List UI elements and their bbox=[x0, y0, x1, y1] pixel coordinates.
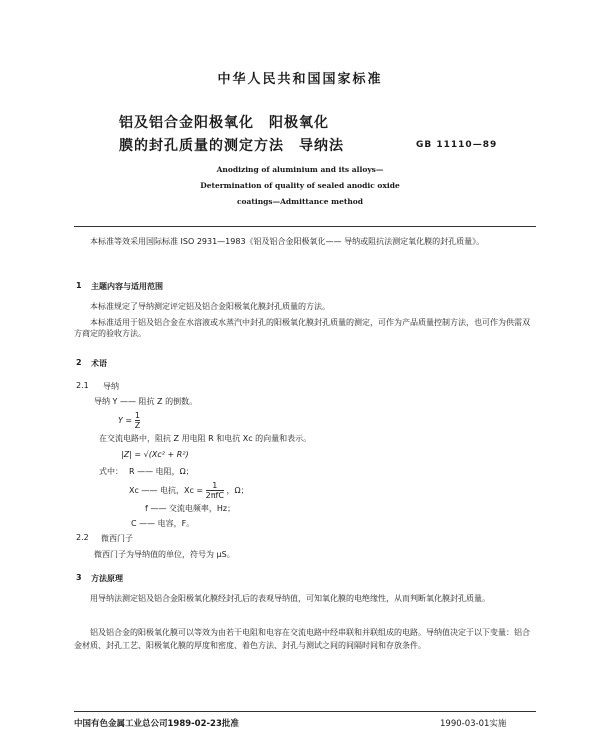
reactance-fraction bbox=[206, 481, 224, 500]
section-1-para-2: 本标准适用于铝及铝合金在水溶液或水蒸汽中封孔的阳极氧化膜封孔质量的测定，可作为产品质量控制方法，也可作为供需双方商定的验收方法。 bbox=[74, 318, 530, 338]
subsection-2-2-number: 2.2 bbox=[76, 533, 89, 542]
formula-admittance bbox=[118, 411, 140, 430]
where-resistance: R —— 电阻，Ω； bbox=[129, 467, 194, 476]
section-3-para-1: 用导纳法测定铝及铝合金阳极氧化膜经封孔后的表观导纳值，可知氧化膜的电绝缘性，从而判断氧化膜封孔质量。 bbox=[90, 594, 490, 603]
standard-number: GB 11110—89 bbox=[416, 140, 498, 150]
admittance-definition: 导纳 Y —— 阻抗 Z 的倒数。 bbox=[94, 397, 198, 406]
formula-impedance: |Z| = √(Xc² + R²) bbox=[121, 450, 189, 459]
footer-divider bbox=[74, 711, 536, 712]
section-2-number: 2 bbox=[76, 358, 82, 367]
title-line-2: 膜的封孔质量的测定方法 导纳法 bbox=[119, 138, 344, 154]
header-divider bbox=[74, 226, 536, 227]
where-capacitance: C —— 电容，F。 bbox=[131, 519, 195, 528]
section-3-para-2: 铝及铝合金的阳极氧化膜可以等效为由若干电阻和电容在交流电路中经串联和并联组成的电路。导纳值决定于以下变量：铝合金材质、封孔工艺、阳极氧化膜的厚度和密度、着色方法、封孔与测试之间的间隔时间和存放条件。 bbox=[74, 628, 530, 650]
subsection-2-2-term: 微西门子 bbox=[101, 534, 133, 543]
formula-1-denominator: Z bbox=[134, 421, 141, 430]
where-reactance bbox=[129, 481, 249, 500]
section-2-heading: 术语 bbox=[91, 359, 107, 368]
section-1-number: 1 bbox=[76, 281, 82, 290]
where-frequency: f —— 交流电频率，Hz； bbox=[145, 504, 236, 513]
reactance-denominator: 2πfC bbox=[205, 491, 224, 500]
where-reactance-text: Xc —— 电抗，Xc = bbox=[129, 486, 204, 495]
reactance-unit: ，Ω； bbox=[226, 486, 249, 495]
section-1-heading: 主题内容与适用范围 bbox=[91, 282, 163, 291]
formula-1-numerator: 1 bbox=[134, 411, 140, 420]
formula-1-lhs: Y = bbox=[118, 416, 133, 425]
where-label: 式中： bbox=[99, 467, 123, 476]
english-title-line-1: Anodizing of aluminium and its alloys— bbox=[216, 165, 384, 174]
formula-1-fraction bbox=[135, 411, 140, 430]
section-3-number: 3 bbox=[76, 573, 82, 582]
english-title-line-2: Determination of quality of sealed anodic oxide bbox=[200, 181, 400, 190]
approval-date: 中国有色金属工业总公司1989-02-23批准 bbox=[74, 719, 239, 729]
subsection-2-1-number: 2.1 bbox=[76, 381, 89, 390]
microsiemens-definition: 微西门子为导纳值的单位，符号为 μS。 bbox=[94, 550, 235, 559]
section-1-para-1: 本标准规定了导纳测定评定铝及铝合金阳极氧化膜封孔质量的方法。 bbox=[90, 302, 330, 311]
subsection-2-1-term: 导纳 bbox=[103, 382, 119, 391]
implementation-date: 1990-03-01实施 bbox=[440, 719, 507, 729]
national-standard-heading: 中华人民共和国国家标准 bbox=[217, 72, 383, 87]
intro-paragraph: 本标准等效采用国际标准 ISO 2931—1983《铝及铝合金阳极氧化—— 导纳或阻抗法测定氧化膜的封孔质量》。 bbox=[90, 237, 485, 246]
reactance-numerator: 1 bbox=[212, 481, 218, 490]
english-title-line-3: coatings—Admittance method bbox=[236, 197, 364, 206]
title-line-1: 铝及铝合金阳极氧化 阳极氧化 bbox=[119, 115, 329, 131]
section-3-heading: 方法原理 bbox=[91, 574, 123, 583]
impedance-text: 在交流电路中，阻抗 Z 用电阻 R 和电抗 Xc 的向量和表示。 bbox=[99, 434, 312, 443]
